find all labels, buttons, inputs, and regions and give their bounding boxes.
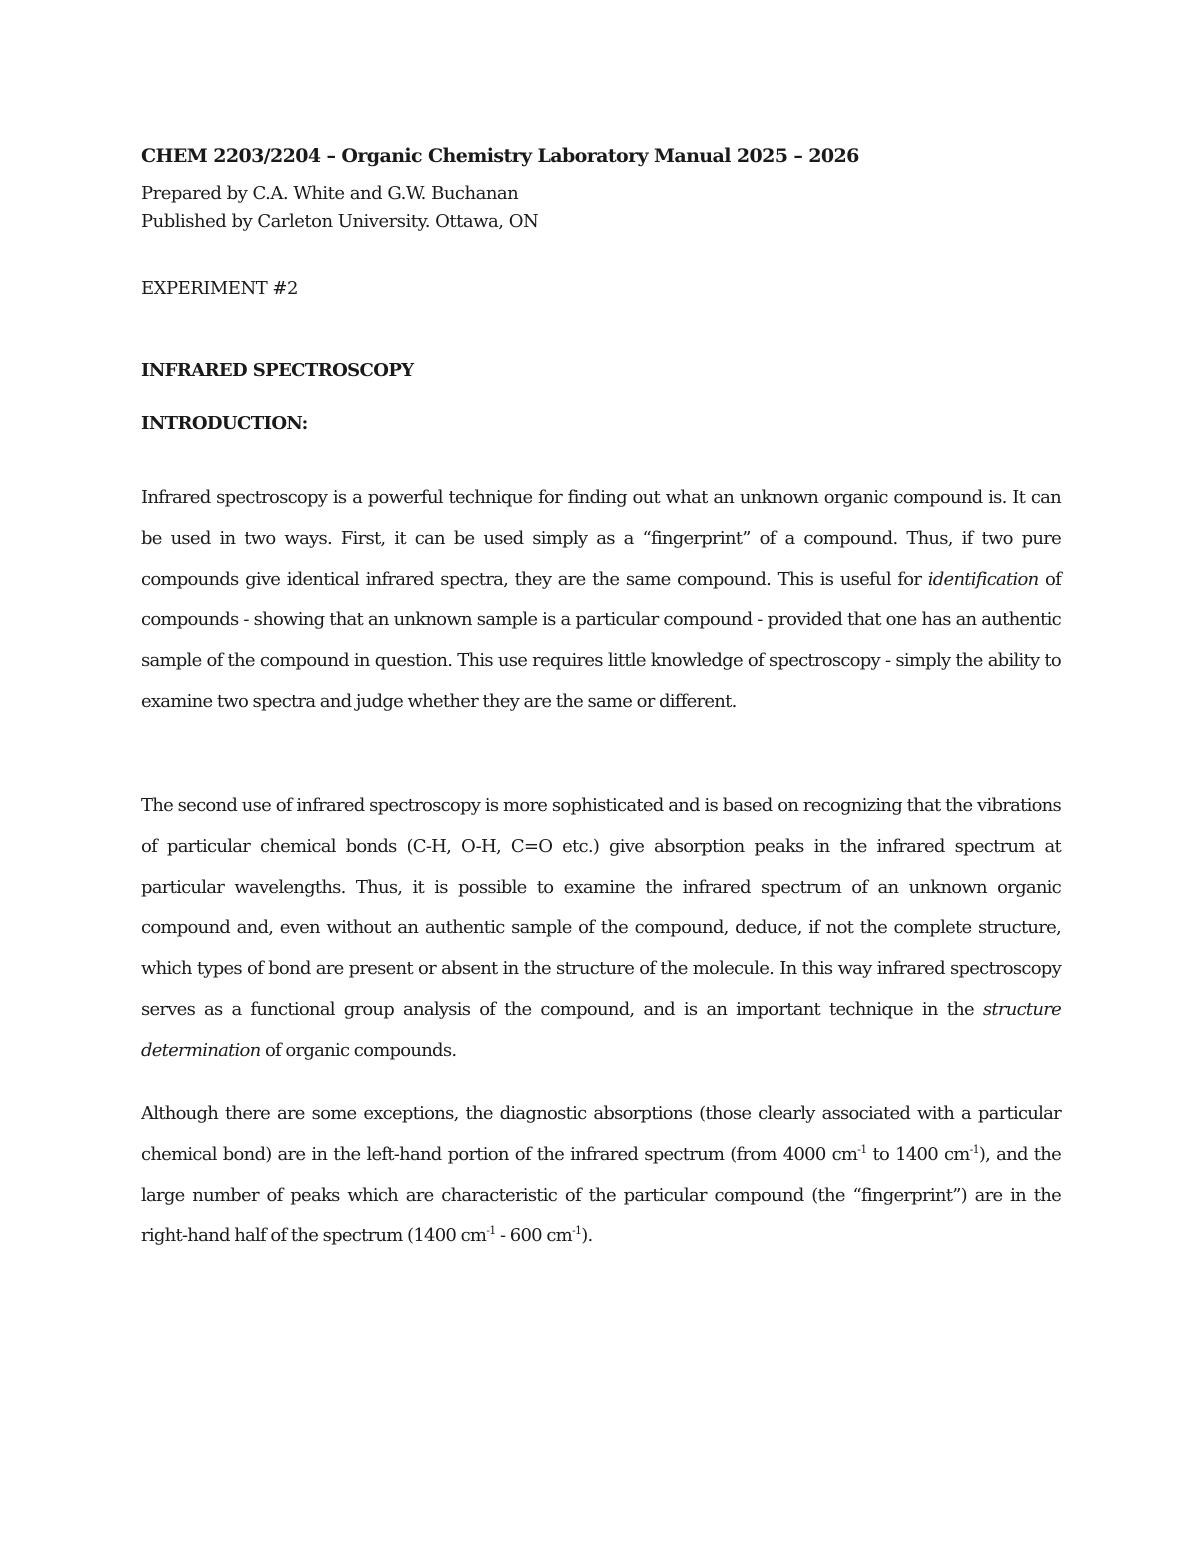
- superscript-4: -1: [572, 1224, 582, 1238]
- paragraph-3-text-a: Although there are some exceptions, the diagnostic absorptions (those clearly associated with a particular chemical bond) are in the left-hand portion of the infrared spectrum (from 4000 cm: [141, 1103, 1061, 1165]
- superscript-2: -1: [969, 1142, 979, 1156]
- paragraph-2: [141, 786, 1061, 1072]
- paragraph-3: [141, 1094, 1061, 1257]
- introduction-heading: INTRODUCTION:: [141, 413, 308, 434]
- document-title: CHEM 2203/2204 – Organic Chemistry Laboratory Manual 2025 – 2026: [141, 145, 859, 167]
- paragraph-1-text-a: Infrared spectroscopy is a powerful technique for finding out what an unknown organic compound is. It can be used in two ways. First, it can be used simply as a “fingerprint” of a compound. Thus, if two pure compounds give identical infrared spectra, they are the same compound. This is useful for: [141, 487, 1061, 590]
- paragraph-2-text-a: The second use of infrared spectroscopy is more sophisticated and is based on recognizing that the vibrations of particular chemical bonds (C-H, O-H, C=O etc.) give absorption peaks in the infrared spectrum at particular wavelengths. Thus, it is possible to examine the infrared spectrum of an unknown organic compound and, even without an authentic sample of the compound, deduce, if not the complete structure, which types of bond are present or absent in the structure of the molecule. In this way infrared spectroscopy serves as a functional group analysis of the compound, and is an important technique in the: [141, 795, 1061, 1020]
- published-by-line: Published by Carleton University. Ottawa, ON: [141, 211, 539, 232]
- superscript-3: -1: [486, 1224, 496, 1238]
- paragraph-3-text-d: - 600 cm: [495, 1225, 572, 1247]
- paragraph-3-text-b: to 1400 cm: [866, 1143, 970, 1165]
- prepared-by-line: Prepared by C.A. White and G.W. Buchanan: [141, 183, 519, 204]
- page-content: [141, 140, 1062, 1247]
- emphasis-structure-determination: structure determination: [141, 998, 1061, 1061]
- paragraph-3-text-c: ), and the large number of peaks which are characteristic of the particular compound (the “fingerprint”) are in the right-hand half of the spectrum (1400 cm: [141, 1143, 1062, 1247]
- superscript-1: -1: [857, 1142, 867, 1156]
- authorship-block: [141, 180, 1061, 236]
- emphasis-identification: identification: [927, 568, 1039, 590]
- paragraph-2-text-b: of organic compounds.: [260, 1039, 457, 1061]
- paragraph-1-text-b: of compounds - showing that an unknown sample is a particular compound - provided that one has an authentic sample of the compound in question. This use requires little knowledge of spectroscopy - simply the ability to examine two spectra and judge whether they are the same or different.: [141, 568, 1061, 712]
- paragraph-3-text-e: ).: [581, 1225, 593, 1247]
- section-heading: INFRARED SPECTROSCOPY: [141, 360, 414, 381]
- paragraph-1: [141, 478, 1061, 723]
- experiment-number: EXPERIMENT #2: [141, 278, 298, 299]
